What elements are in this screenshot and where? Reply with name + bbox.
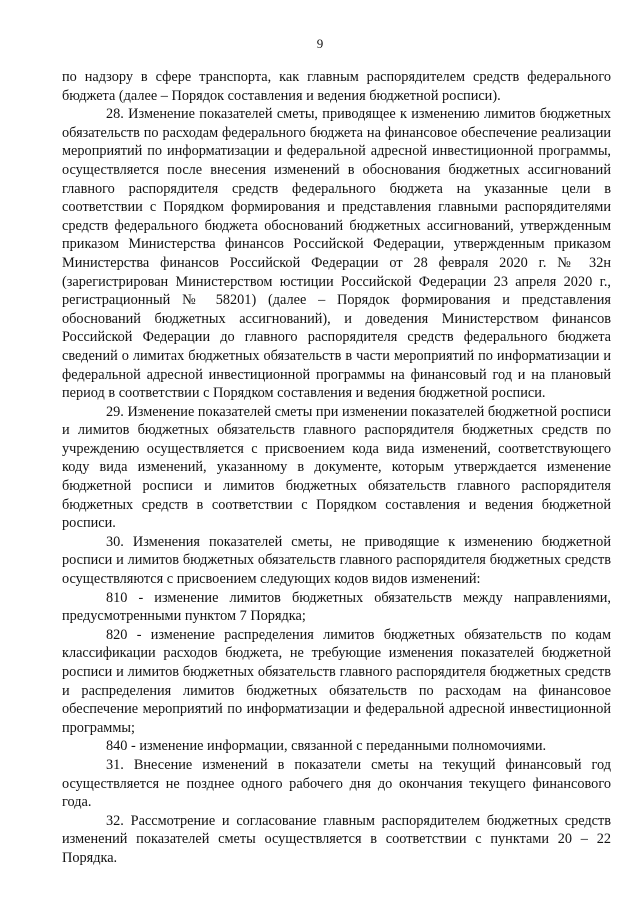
page-number: 9 — [316, 36, 324, 51]
paragraph-32: 32. Рассмотрение и согласование главным распорядителем бюджетных средств изменений показателей сметы осуществляется в соответствии с пунктами 20 – 22 Порядка. — [62, 812, 611, 866]
paragraph-continuation: по надзору в сфере транспорта, как главным распорядителем средств федерального бюджета (далее – Порядок составления и ведения бюджетной росписи). — [62, 69, 611, 104]
paragraph-30: 30. Изменения показателей сметы, не приводящие к изменению бюджетной росписи и лимитов бюджетных обязательств главного распорядителя бюджетных средств осуществляются с присвоением следующих кодов видов изменений: — [62, 533, 611, 588]
paragraph-code-820: 820 - изменение распределения лимитов бюджетных обязательств по кодам классификации расходов бюджета, не требующие изменения показателей бюджетной росписи и лимитов бюджетных обязательств главного распорядителя бюджетных средств и распределения лимитов бюджетных обязательств по расходам на финансовое обеспечение мероприятий по информатизации и федеральной адресной инвестиционной программы; — [62, 626, 611, 736]
paragraph-31: 31. Внесение изменений в показатели сметы на текущий финансовый год осуществляется не позднее одного рабочего дня до окончания текущего финансового года. — [62, 756, 611, 811]
paragraph-28: 28. Изменение показателей сметы, приводящее к изменению лимитов бюджетных обязательств по расходам федерального бюджета на финансовое обеспечение реализации мероприятий по информатизации и федеральной адресной инвестиционной программы, осуществляется после внесения изменений в обоснования бюджетных ассигнований главного распорядителя средств федерального бюджета на указанные цели в соответствии с Порядком формирования и представления главными распорядителями средств федерального бюджета обоснований бюджетных ассигнований, утвержденным приказом Министерства финансов Российской Федерации, утвержденным приказом Министерства финансов Российской Федерации от 28 февраля 2020 г. № 32н (зарегистрирован Министерством юстиции Российской Федерации 23 апреля 2020 г., регистрационный № 58201) (далее – Порядок формирования и представления обоснований бюджетных ассигнований), и доведения Министерством финансов Российской Федерации до главного распорядителя средств федерального бюджета сведений о лимитах бюджетных обязательств в части мероприятий по информатизации и федеральной адресной инвестиционной программы на финансовый год и на плановый период в соответствии с Порядком составления и ведения бюджетной росписи. — [62, 106, 611, 402]
paragraph-29: 29. Изменение показателей сметы при изменении показателей бюджетной росписи и лимитов бюджетных обязательств главного распорядителя бюджетных средств по учреждению осуществляется с присвоением кода вида изменений, соответствующего коду вида изменений, указанному в документе, которым утверждается изменение бюджетной росписи и лимитов бюджетных обязательств главного распорядителя бюджетных средств в соответствии с Порядком составления и ведения бюджетной росписи. — [62, 403, 611, 532]
paragraph-code-840: 840 - изменение информации, связанной с переданными полномочиями. — [106, 738, 547, 755]
document-body — [62, 68, 611, 868]
paragraph-code-810: 810 - изменение лимитов бюджетных обязательств между направлениями, предусмотренными пунктом 7 Порядка; — [62, 589, 611, 625]
